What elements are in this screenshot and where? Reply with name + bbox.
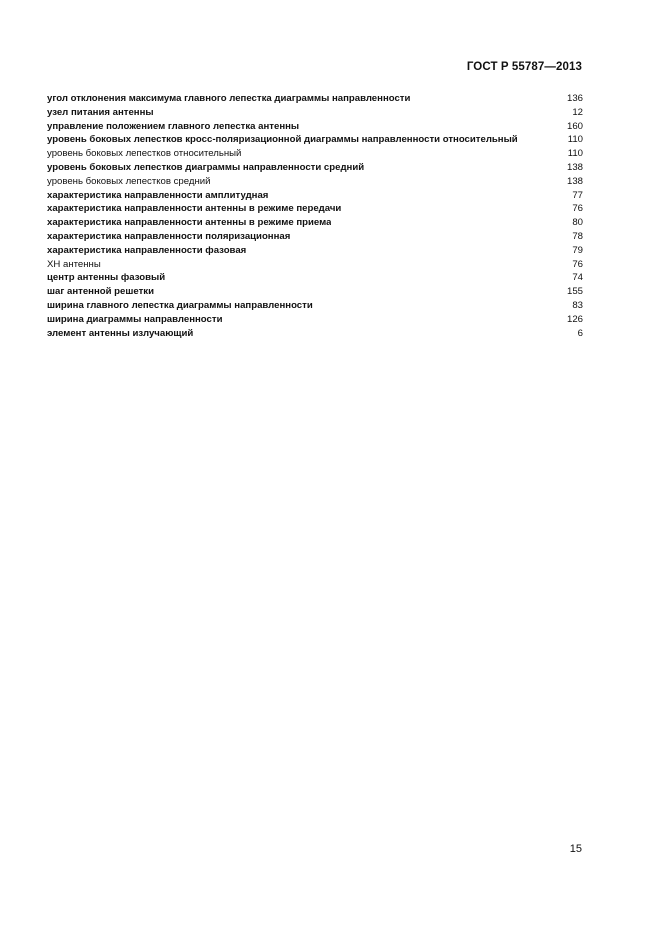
index-page-ref: 138	[566, 175, 583, 187]
index-term: характеристика направленности амплитудная	[47, 189, 269, 201]
index-entry	[47, 161, 583, 175]
index-entry	[47, 175, 583, 189]
index-page-ref: 79	[572, 244, 583, 256]
index-entry	[47, 147, 583, 161]
index-entry	[47, 327, 583, 341]
alphabetical-index-list	[47, 92, 583, 340]
index-term: характеристика направленности фазовая	[47, 244, 247, 256]
index-term: характеристика направленности поляризационная	[47, 230, 291, 242]
index-page-ref: 12	[572, 106, 583, 118]
index-term: характеристика направленности антенны в режиме передачи	[47, 203, 342, 215]
index-entry	[47, 120, 583, 134]
index-page-ref: 160	[566, 120, 583, 132]
index-page-ref: 76	[572, 258, 583, 270]
index-page-ref: 110	[567, 148, 583, 160]
index-entry	[47, 258, 583, 272]
document-code-header: ГОСТ Р 55787—2013	[466, 61, 582, 73]
index-term: уровень боковых лепестков относительный	[47, 148, 242, 160]
index-page-ref: 74	[572, 272, 583, 284]
index-term: управление положением главного лепестка антенны	[47, 120, 300, 132]
index-entry	[47, 216, 583, 230]
page-number: 15	[569, 843, 582, 855]
index-entry	[47, 313, 583, 327]
index-page-ref: 155	[566, 286, 583, 298]
index-entry	[47, 271, 583, 285]
index-page-ref: 78	[572, 230, 583, 242]
index-page-ref: 126	[566, 313, 583, 325]
index-term: уровень боковых лепестков кросс-поляризационной диаграммы направленности относительный	[47, 134, 518, 146]
index-term: ширина главного лепестка диаграммы направленности	[47, 299, 313, 311]
index-term: шаг антенной решетки	[47, 286, 154, 298]
index-term: ХН антенны	[47, 258, 101, 270]
index-entry	[47, 106, 583, 120]
index-entry	[47, 230, 583, 244]
index-entry	[47, 285, 583, 299]
index-entry	[47, 299, 583, 313]
index-term: ширина диаграммы направленности	[47, 313, 223, 325]
index-page-ref: 77	[572, 189, 583, 201]
index-entry	[47, 202, 583, 216]
index-term: уровень боковых лепестков диаграммы направленности средний	[47, 161, 365, 173]
index-term: центр антенны фазовый	[47, 272, 166, 284]
index-entry	[47, 92, 583, 106]
index-term: уровень боковых лепестков средний	[47, 175, 211, 187]
index-page-ref: 80	[572, 217, 583, 229]
index-term: элемент антенны излучающий	[47, 327, 194, 339]
index-entry	[47, 133, 583, 147]
index-page-ref: 138	[566, 161, 583, 173]
index-page-ref: 76	[572, 203, 583, 215]
index-page-ref: 6	[577, 327, 583, 339]
index-term: угол отклонения максимума главного лепестка диаграммы направленности	[47, 93, 411, 104]
index-page-ref: 110	[567, 134, 583, 146]
index-page-ref: 83	[572, 299, 583, 311]
index-entry	[47, 244, 583, 258]
index-term: характеристика направленности антенны в режиме приема	[47, 217, 332, 229]
index-page-ref: 136	[566, 93, 583, 104]
index-term: узел питания антенны	[47, 106, 154, 118]
index-entry	[47, 189, 583, 203]
